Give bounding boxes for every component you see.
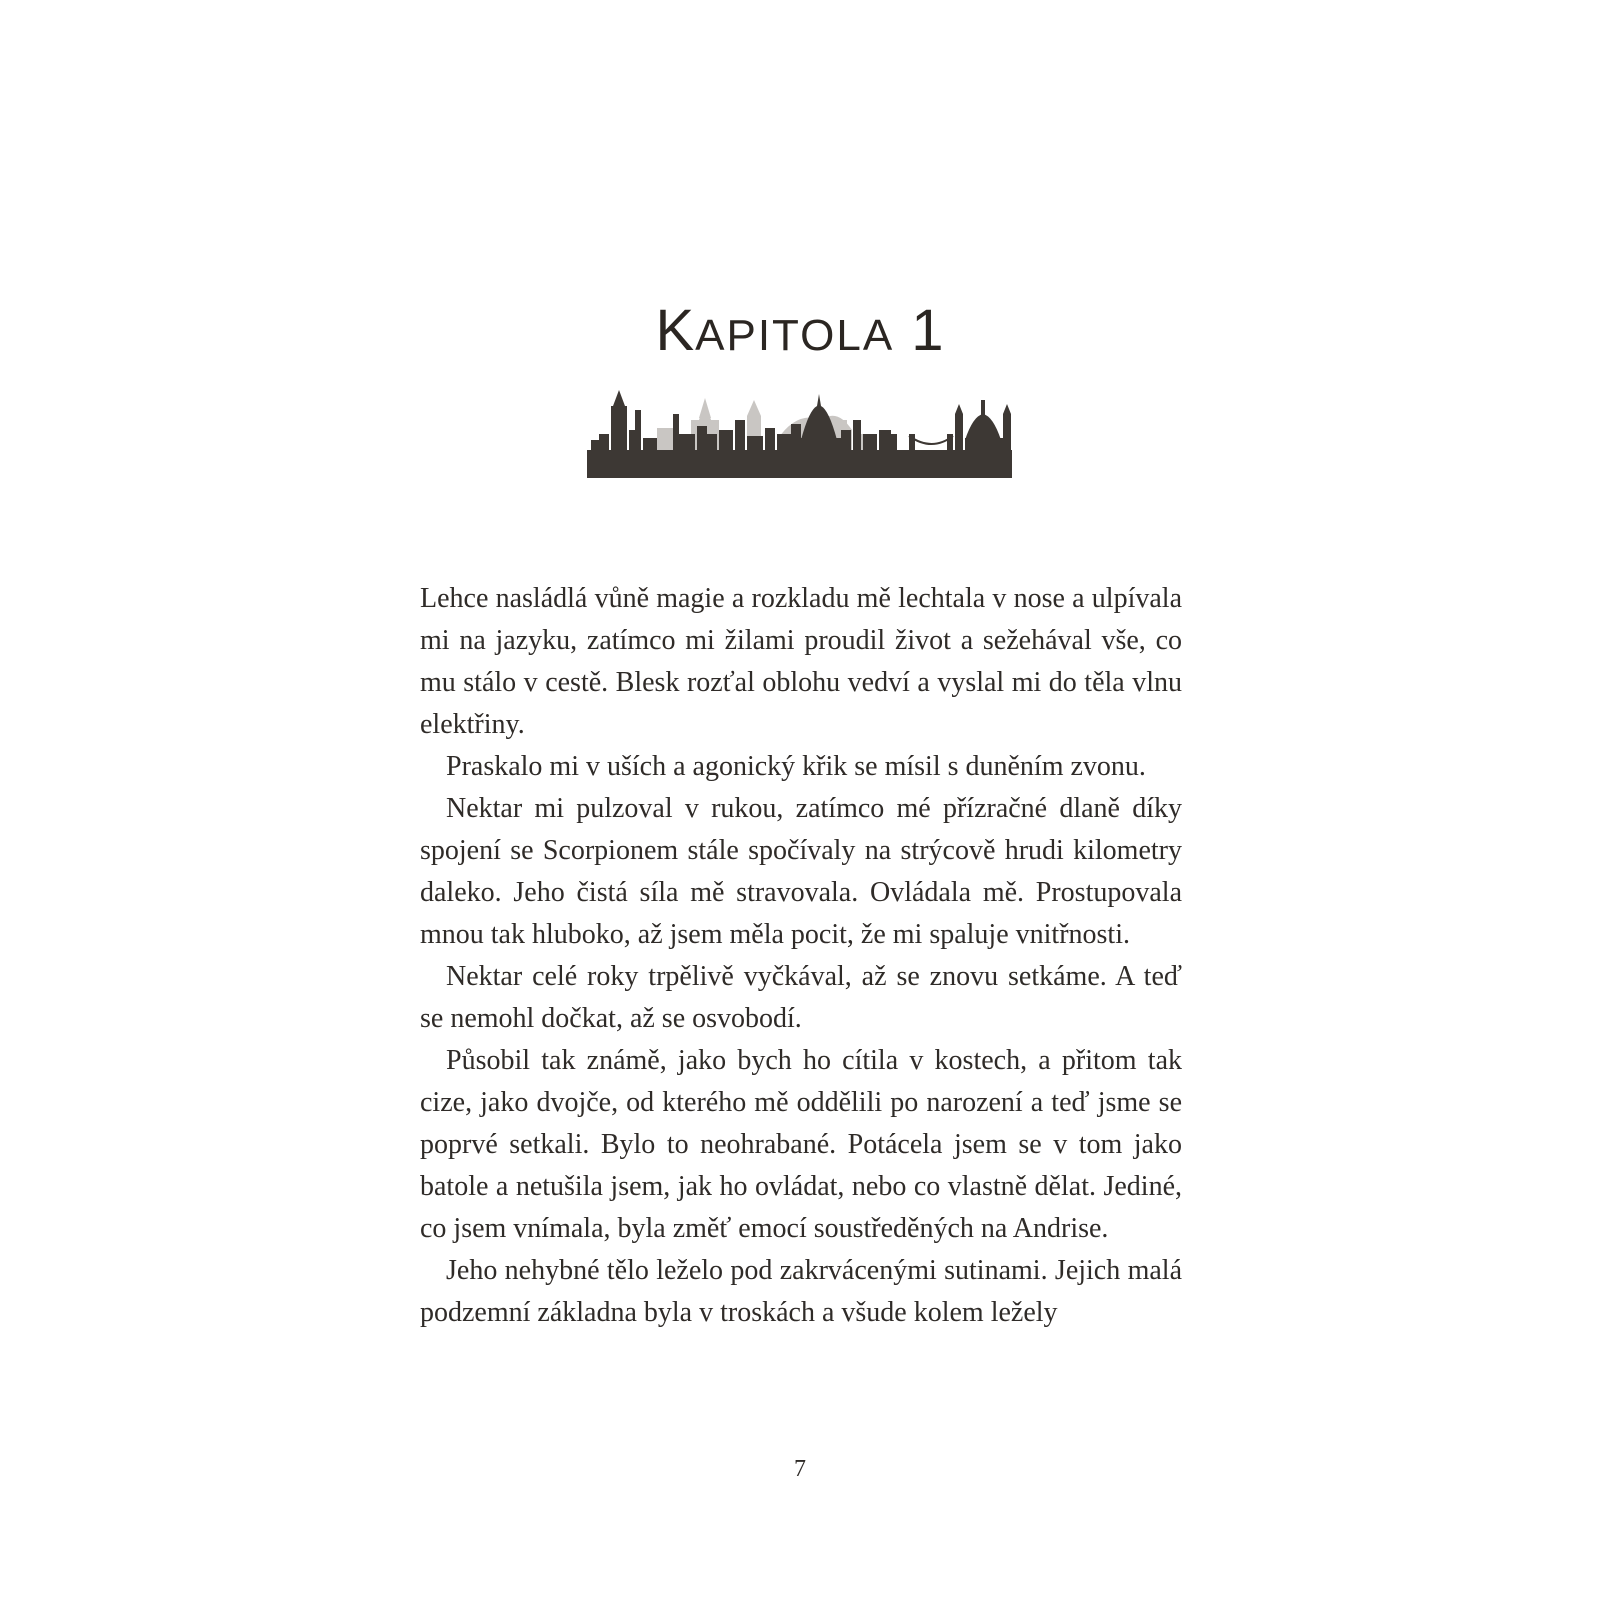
paragraph-3: Nektar mi pulzoval v rukou, zatímco mé přízračné dlaně díky spojení se Scorpionem stále spočívaly na strýcově hrudi kilometry daleko. Jeho čistá síla mě stravovala. Ovládala mě. Prostupovala mnou tak hluboko, až jsem měla pocit, že mi spaluje vnitřnosti. xyxy=(420,793,1182,950)
chapter-title-rest: APITOLA xyxy=(695,311,895,360)
chapter-body xyxy=(420,578,1182,1334)
chapter-title-initial: K xyxy=(655,298,696,363)
chapter-number: 1 xyxy=(911,298,945,363)
city-skyline-ornament xyxy=(587,390,1012,478)
paragraph-5: Působil tak známě, jako bych ho cítila v kostech, a přitom tak cize, jako dvojče, od kterého mě oddělili po narození a teď jsme se poprvé setkali. Bylo to neohrabané. Potácela jsem se v tom jako batole a netušila jsem, jak ho ovládat, nebo co vlastně dělat. Jediné, co jsem vnímala, byla změť emocí soustředěných na Andrise. xyxy=(420,1045,1182,1244)
chapter-title xyxy=(0,296,1600,371)
page-number: 7 xyxy=(794,1456,806,1482)
skyline-foreground-layer xyxy=(587,390,1012,478)
paragraph-2: Praskalo mi v uších a agonický křik se mísil s duněním zvonu. xyxy=(446,751,1146,782)
paragraph-4: Nektar celé roky trpělivě vyčkával, až se znovu setkáme. A teď se nemohl dočkat, až se osvobodí. xyxy=(420,961,1182,1034)
paragraph-1: Lehce nasládlá vůně magie a rozkladu mě lechtala v nose a ulpívala mi na jazyku, zatímco mi žilami proudil život a sežehával vše, co mu stálo v cestě. Blesk rozťal oblohu vedví a vyslal mi do těla vlnu elektřiny. xyxy=(420,583,1182,740)
paragraph-6: Jeho nehybné tělo leželo pod zakrvácenými sutinami. Jejich malá podzemní základna byla v troskách a všude kolem ležely xyxy=(420,1255,1182,1328)
